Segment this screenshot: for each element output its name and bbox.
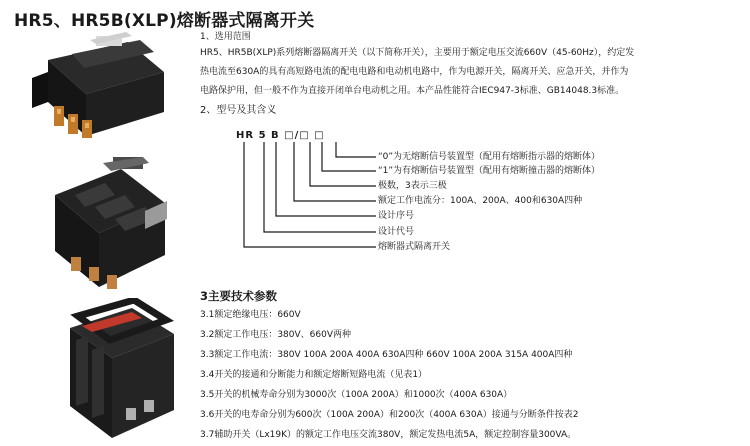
section1-line-1: HR5、HR5B(XLP)系列熔断器隔离开关（以下简称开关），主要用于额定电压交流660V（45-60Hz），约定发 xyxy=(200,48,635,58)
legend-item-4: 设计序号 xyxy=(378,211,415,221)
legend-item-5: 设计代号 xyxy=(378,227,415,237)
param-line-4: 3.4开关的接通和分断能力和额定熔断短路电流（见表1） xyxy=(200,370,428,380)
section2-heading: 2、型号及其含义 xyxy=(200,105,277,116)
legend-item-0: “0”为无熔断信号装置型（配用有熔断指示器的熔断体） xyxy=(378,152,601,162)
param-line-5: 3.5开关的机械寿命分别为3000次（100A 200A）和1000次（400A 630A） xyxy=(200,390,513,400)
page-title: HR5、HR5B(XLP)熔断器式隔离开关 xyxy=(14,11,315,31)
model-code-brackets xyxy=(230,140,380,252)
param-line-6: 3.6开关的电寿命分别为600次（100A 200A）和200次（400A 630A）接通与分断条件按表2 xyxy=(200,410,579,420)
legend-item-1: “1”为有熔断信号装置型（配用有熔断撞击器的熔断体） xyxy=(378,166,601,176)
code-box-3: □ xyxy=(314,130,325,141)
bracket-line-0 xyxy=(336,142,376,157)
bracket-line-4 xyxy=(276,142,376,216)
code-slash: / xyxy=(294,130,300,141)
section1-line-2: 热电流至630A的具有高短路电流的配电电路和电动机电路中，作为电源开关，隔离开关、应急开关，并作为 xyxy=(200,67,629,77)
legend-item-2: 极数，3表示三极 xyxy=(378,181,447,191)
code-hr: HR xyxy=(236,130,255,141)
bracket-line-2 xyxy=(310,142,376,186)
section1-heading: 1、选用范围 xyxy=(200,32,251,42)
param-line-2: 3.2额定工作电压：380V、660V两种 xyxy=(200,330,351,340)
switch-photo-bottom xyxy=(52,298,177,444)
legend-item-6: 熔断器式隔离开关 xyxy=(378,242,451,252)
switch-photo-top xyxy=(28,32,168,142)
section1-line-3: 电路保护用，但一般不作为直接开闭单台电动机之用。本产品性能符合IEC947-3标准、GB14048.3标准。 xyxy=(200,86,625,96)
code-b: B xyxy=(271,130,280,141)
code-box-2: □ xyxy=(299,130,310,141)
section3-heading: 3主要技术参数 xyxy=(200,289,278,303)
code-box-1: □ xyxy=(284,130,295,141)
switch-photo-middle xyxy=(45,155,170,295)
bracket-line-5 xyxy=(264,142,376,232)
param-line-1: 3.1额定绝缘电压：660V xyxy=(200,310,301,320)
param-line-3: 3.3额定工作电流：380V 100A 200A 400A 630A四种 660V 100A 200A 315A 400A四种 xyxy=(200,350,573,360)
param-line-7: 3.7辅助开关（Lx19K）的额定工作电压交流380V，额定发热电流5A，额定控制容量300VA。 xyxy=(200,430,577,440)
legend-item-3: 额定工作电流分：100A、200A、400和630A四种 xyxy=(378,196,583,206)
code-5: 5 xyxy=(258,130,267,141)
